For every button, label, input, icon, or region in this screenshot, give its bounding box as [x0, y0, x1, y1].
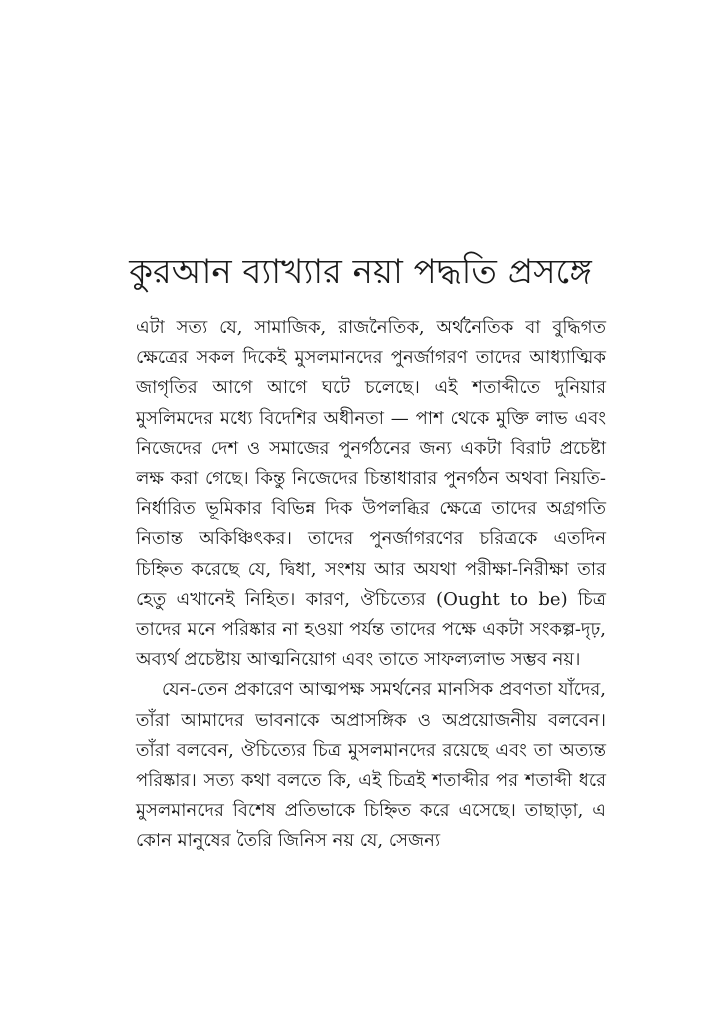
- paragraph-2: যেন-তেন প্রকারেণ আত্মপক্ষ সমর্থনের মানসিক প্রবণতা যাঁদের, তাঁরা আমাদের ভাবনাকে অপ্রাসঙ্গিক ও অপ্রয়োজনীয় বলবেন। তাঁরা বলবেন, ঔচিত্যের চিত্র মুসলমানদের রয়েছে এবং তা অত্যন্ত পরিষ্কার। সত্য কথা বলতে কি, এই চিত্রই শতাব্দীর পর শতাব্দী ধরে মুসলমানদের বিশেষ প্রতিভাকে চিহ্নিত করে এসেছে। তাছাড়া, এ কোন মানুষের তৈরি জিনিস নয় যে, সেজন্য: [136, 679, 606, 852]
- paragraph-1: এটা সত্য যে, সামাজিক, রাজনৈতিক, অর্থনৈতিক বা বুদ্ধিগত ক্ষেত্রের সকল দিকেই মুসলমানদের পুনর্জাগরণ তাদের আধ্যাত্মিক জাগৃতির আগে আগে ঘটে চলেছে। এই শতাব্দীতে দুনিয়ার মুসলিমদের মধ্যে বিদেশির অধীনতা — পাশ থেকে মুক্তি লাভ এবং নিজেদের দেশ ও সমাজের পুনর্গঠনের জন্য একটা বিরাট প্রচেষ্টা লক্ষ করা গেছে। কিন্তু নিজেদের চিন্তাধারার পুনর্গঠন অথবা নিয়তি-নির্ধারিত ভূমিকার বিভিন্ন দিক উপলব্ধির ক্ষেত্রে তাদের অগ্রগতি নিতান্ত অকিঞ্চিৎকর। তাদের পুনর্জাগরণের চরিত্রকে এতদিন চিহ্নিত করেছে যে, দ্বিধা, সংশয় আর অযথা পরীক্ষা-নিরীক্ষা তার হেতু এখানেই নিহিত। কারণ, ঔচিত্যের (Ought to be) চিত্র তাদের মনে পরিষ্কার না হওয়া পর্যন্ত তাদের পক্ষে একটা সংকল্প-দৃঢ়, অব্যর্থ প্রচেষ্টায় আত্মনিয়োগ এবং তাতে সাফল্যলাভ সম্ভব নয়।: [136, 317, 606, 671]
- chapter-body: [136, 313, 606, 857]
- chapter-title: কুরআন ব্যাখ্যার নয়া পদ্ধতি প্রসঙ্গে: [129, 252, 592, 292]
